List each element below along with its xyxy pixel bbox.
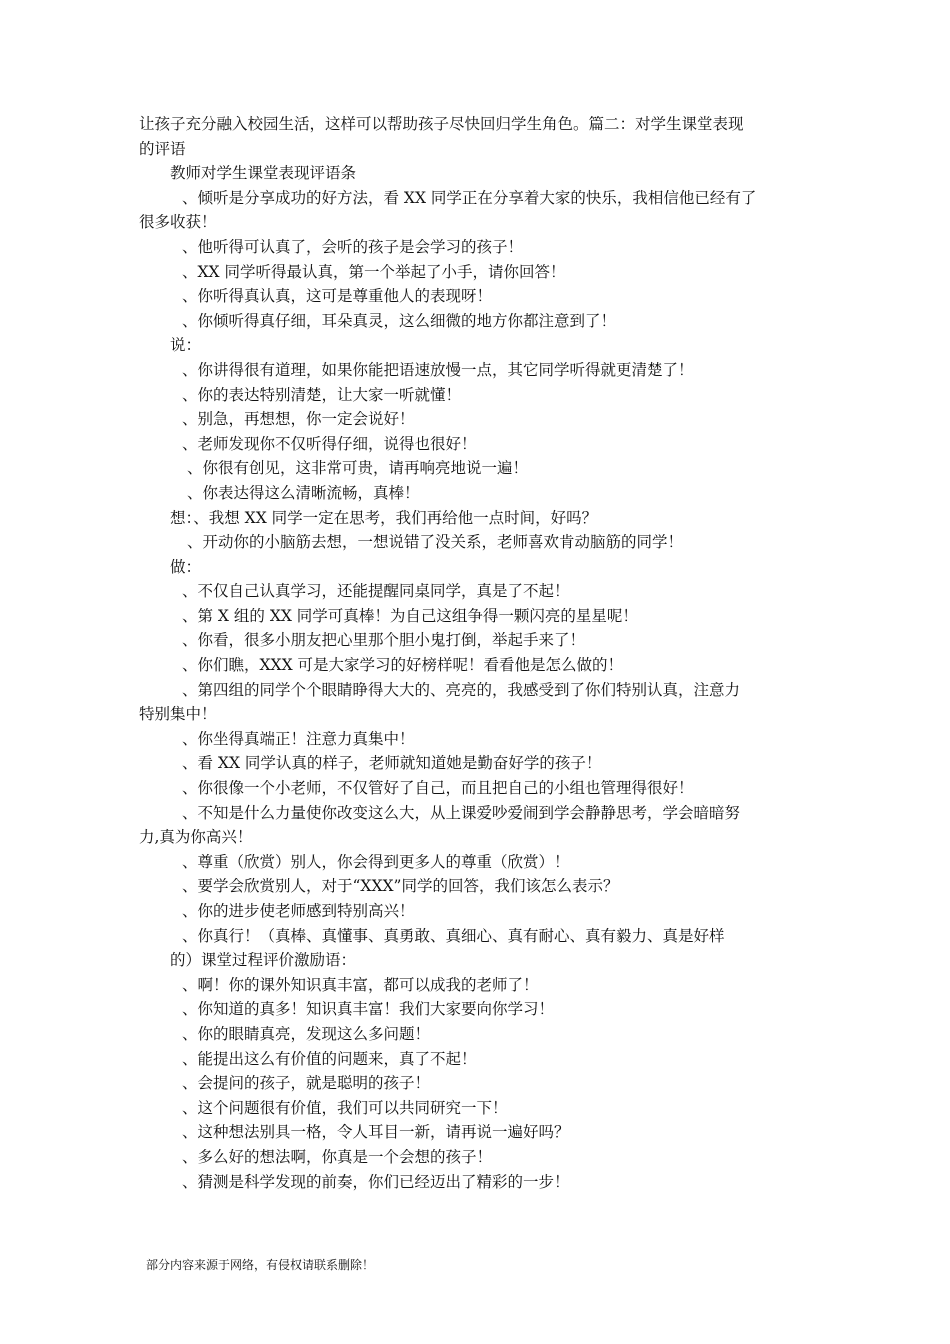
category-heading: 做：	[170, 557, 202, 576]
text-line: 很多收获！	[139, 213, 217, 232]
text-line: 、你的眼睛真亮，发现这么多问题！	[182, 1024, 431, 1043]
text-line: 、不仅自己认真学习，还能提醒同桌同学，真是了不起！	[182, 582, 570, 601]
text-line: 、你很像一个小老师，不仅管好了自己，而且把自己的小组也管理得很好！	[182, 779, 694, 798]
text-line: 、老师发现你不仅听得仔细，说得也很好！	[182, 434, 477, 453]
section-title: 教师对学生课堂表现评语条	[170, 164, 357, 183]
text-line: 、你倾听得真仔细，耳朵真灵，这么细微的地方你都注意到了！	[182, 311, 617, 330]
text-line: 、能提出这么有价值的问题来，真了不起！	[182, 1049, 477, 1068]
text-line: 、你的表达特别清楚，让大家一听就懂！	[182, 385, 462, 404]
text-line: 、第 X 组的 XX 同学可真棒！为自己这组争得一颗闪亮的星星呢！	[182, 606, 638, 625]
text-line: 、这种想法别具一格，令人耳目一新，请再说一遍好吗？	[182, 1123, 570, 1142]
document-body	[139, 112, 815, 1194]
text-line: 、会提问的孩子，就是聪明的孩子！	[182, 1074, 431, 1093]
text-line: 、多么好的想法啊，你真是一个会想的孩子！	[182, 1147, 493, 1166]
category-heading: 说：	[170, 336, 202, 355]
footer-disclaimer: 部分内容来源于网络，有侵权请联系删除！	[146, 1258, 375, 1272]
text-line: 让孩子充分融入校园生活，这样可以帮助孩子尽快回归学生角色。篇二：对学生课堂表现	[139, 115, 744, 133]
text-line: 、这个问题很有价值，我们可以共同研究一下！	[182, 1098, 508, 1117]
text-line: 、你听得真认真，这可是尊重他人的表现呀！	[182, 287, 493, 306]
text-line: 、别急，再想想，你一定会说好！	[182, 410, 415, 429]
text-line: 、你坐得真端正！注意力真集中！	[182, 729, 415, 748]
text-line: 、你讲得很有道理，如果你能把语速放慢一点，其它同学听得就更清楚了！	[182, 360, 694, 379]
text-line: 、他听得可认真了，会听的孩子是会学习的孩子！	[182, 237, 524, 256]
text-line: 、不知是什么力量使你改变这么大，从上课爱吵爱闹到学会静静思考，学会暗暗努	[182, 803, 741, 822]
text-line: 、要学会欣赏别人，对于“XXX”同学的回答，我们该怎么表示？	[182, 877, 619, 896]
text-line: 、倾听是分享成功的好方法，看 XX 同学正在分享着大家的快乐，我相信他已经有了	[182, 188, 757, 207]
category-heading: 想：、我想 XX 同学一定在思考，我们再给他一点时间，好吗？	[170, 508, 598, 527]
text-line: 的）课堂过程评价激励语：	[170, 951, 357, 970]
text-line: 、你看，很多小朋友把心里那个胆小鬼打倒，举起手来了！	[182, 631, 586, 650]
text-line: 特别集中！	[139, 705, 217, 724]
text-line: 、你知道的真多！知识真丰富！我们大家要向你学习！	[182, 1000, 555, 1019]
text-line: 、你表达得这么清晰流畅，真棒！	[187, 483, 420, 502]
text-line: 、XX 同学听得最认真，第一个举起了小手，请你回答！	[182, 262, 566, 281]
text-line: 、你的进步使老师感到特别高兴！	[182, 902, 415, 920]
text-line: 、看 XX 同学认真的样子，老师就知道她是勤奋好学的孩子！	[182, 754, 602, 773]
text-line: 、啊！你的课外知识真丰富，都可以成我的老师了！	[182, 975, 539, 994]
text-line: 、你们瞧，XXX 可是大家学习的好榜样呢！看看他是怎么做的！	[182, 656, 624, 675]
text-line: 、猜测是科学发现的前奏，你们已经迈出了精彩的一步！	[182, 1172, 570, 1191]
text-line: 、开动你的小脑筋去想，一想说错了没关系，老师喜欢肯动脑筋的同学！	[187, 533, 684, 552]
text-line: 、你真行！（真棒、真懂事、真勇敢、真细心、真有耐心、真有毅力、真是好样	[182, 926, 725, 945]
text-line: 、你很有创见，这非常可贵，请再响亮地说一遍！	[187, 459, 529, 478]
text-line: 力,真为你高兴！	[139, 828, 253, 847]
text-line: 、尊重（欣赏）别人，你会得到更多人的尊重（欣赏）！	[182, 852, 570, 871]
text-line: 、第四组的同学个个眼睛睁得大大的、亮亮的，我感受到了你们特别认真，注意力	[182, 680, 741, 699]
text-line: 的评语	[139, 139, 186, 158]
